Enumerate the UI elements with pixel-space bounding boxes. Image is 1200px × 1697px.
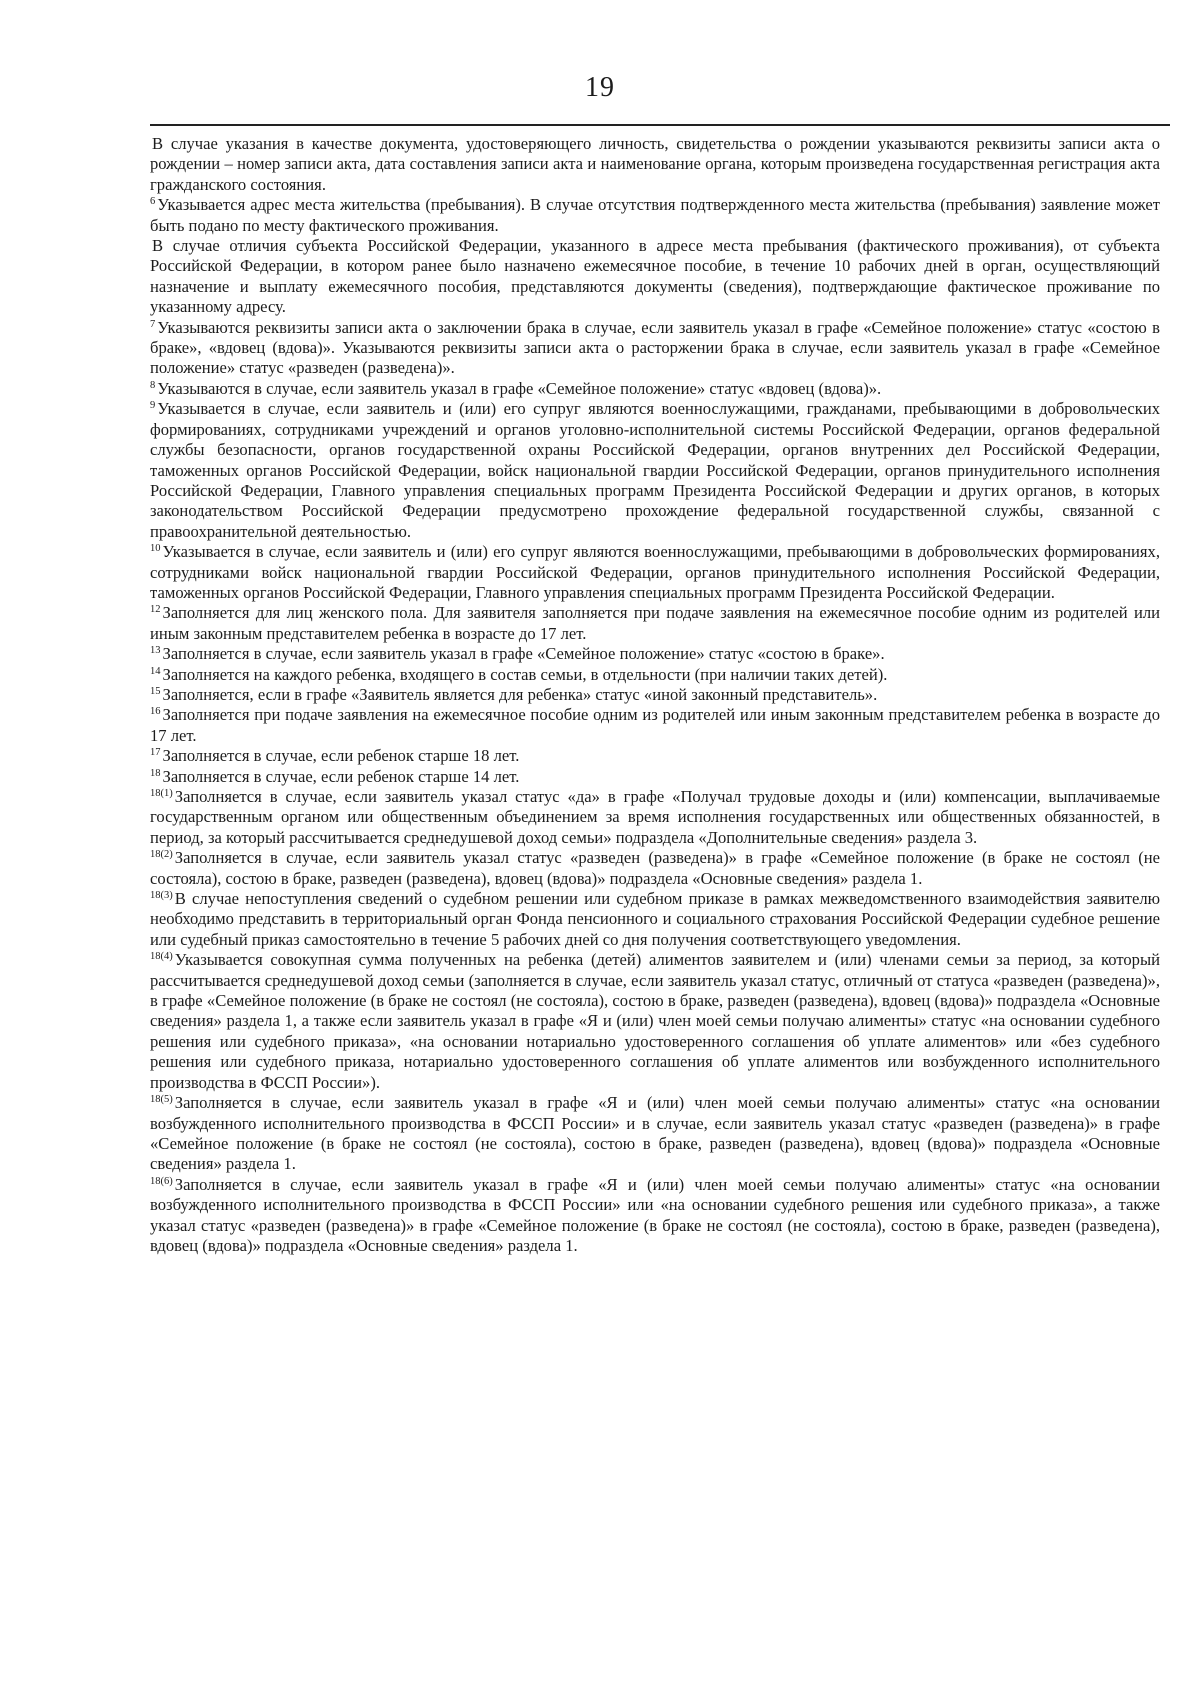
footnote: [150, 1093, 1160, 1175]
footnote-text: Заполняется в случае, если ребенок старше 18 лет.: [162, 746, 520, 766]
footnote-mark: 18(4): [150, 951, 173, 963]
footnote-mark: 18(2): [150, 849, 173, 861]
footnote: [150, 236, 1160, 318]
footnote: [150, 1175, 1160, 1257]
footnote-mark: 16: [150, 706, 161, 718]
footnote-mark: 14: [150, 665, 161, 677]
footnote-text: Указываются в случае, если заявитель указал в графе «Семейное положение» статус «вдовец (вдова)».: [157, 378, 882, 398]
footnote-mark: 7: [150, 318, 156, 330]
footnote-mark: 17: [150, 747, 161, 759]
footnote: [150, 889, 1160, 950]
footnote-text: В случае отличия субъекта Российской Федерации, указанного в адресе места пребывания (фактического проживания), от субъекта Российской Федерации, в котором ранее было назначено ежемесячное пособие, в течение 10 рабочих дней в орган, осуществляющий назначение и выплату ежемесячного пособия, представляются документы (сведения), подтверждающие фактическое проживание по указанному адресу.: [150, 236, 1160, 317]
footnote-text: Заполняется в случае, если заявитель указал в графе «Я и (или) член моей семьи получаю алименты» статус «на основании возбужденного исполнительного производства в ФССП России» и в случае, если заявитель указал статус «разведен (разведена)» в графе «Семейное положение (в браке не состоял (не состояла), состою в браке, разведен (разведена), вдовец (вдова)» подраздела «Основные сведения» раздела 1.: [150, 1093, 1160, 1174]
footnote-mark: 18(1): [150, 788, 173, 799]
footnote-mark: 18: [150, 767, 161, 779]
footnote: [150, 665, 1160, 685]
footnotes-section: [150, 134, 1160, 1256]
footnote: [150, 134, 1160, 195]
footnote: [150, 195, 1160, 236]
footnote-text: Заполняется в случае, если заявитель указал статус «да» в графе «Получал трудовые доходы и (или) компенсации, выплачиваемые государственным органом или общественным объединением за время исполнения государственных или общественных обязанностей, в период, за который рассчитывается среднедушевой доход семьи» подраздела «Дополнительные сведения» раздела 3.: [150, 787, 1160, 847]
footnote-text: Заполняется для лиц женского пола. Для заявителя заполняется при подаче заявления на ежемесячное пособие одним из родителей или иным законным представителем ребенка в возрасте до 17 лет.: [150, 603, 1160, 643]
footnote: [150, 603, 1160, 644]
page-number: 19: [585, 72, 615, 103]
footnote-text: Указывается адрес места жительства (пребывания). В случае отсутствия подтвержденного места жительства (пребывания) заявление может быть подано по месту фактического проживания.: [150, 195, 1160, 235]
footnote: [150, 685, 1160, 705]
footnote-mark: 10: [150, 543, 161, 555]
footnote: [150, 746, 1160, 766]
footnote-mark: 18(5): [150, 1094, 173, 1106]
footnote-text: В случае указания в качестве документа, удостоверяющего личность, свидетельства о рождении указываются реквизиты записи акта о рождении – номер записи акта, дата составления записи акта и наименование органа, которым произведена государственная регистрация акта гражданского состояния.: [150, 134, 1160, 194]
footnote-mark: 13: [150, 645, 161, 657]
footnote-text: Заполняется в случае, если ребенок старше 14 лет.: [162, 766, 520, 786]
footnote: [150, 644, 1160, 664]
footnote-mark: 15: [150, 685, 161, 697]
footnote-text: Заполняется в случае, если заявитель указал статус «разведен (разведена)» в графе «Семейное положение (в браке не состоял (не состояла), состою в браке, разведен (разведена), вдовец (вдова)» подраздела «Основные сведения» раздела 1.: [150, 848, 1160, 888]
header-divider: [150, 124, 1170, 126]
footnote: [150, 848, 1160, 889]
footnote-text: Заполняется в случае, если заявитель указал в графе «Я и (или) член моей семьи получаю алименты» статус «на основании возбужденного исполнительного производства в ФССП России» или «на основании судебного решения или судебного приказа», а также указал статус «разведен (разведена)» в графе «Семейное положение (в браке не состоял (не состояла), состою в браке, разведен (разведена), вдовец (вдова)» подраздела «Основные сведения» раздела 1.: [150, 1174, 1160, 1255]
footnote-mark: 12: [150, 604, 161, 616]
footnote-text: Указывается в случае, если заявитель и (или) его супруг являются военнослужащими, гражданами, пребывающими в добровольческих формированиях, сотрудниками учреждений и органов уголовно-исполнительной системы Российской Федерации, органов федеральной службы безопасности, органов государственной охраны Российской Федерации, органов внутренних дел Российской Федерации, таможенных органов Российской Федерации, войск национальной гвардии Российской Федерации, органов принудительного исполнения Российской Федерации, Главного управления специальных программ Президента Российской Федерации и других органов, в которых законодательством Российской Федерации предусмотрено прохождение федеральной государственной службы, связанной с правоохранительной деятельностью.: [150, 399, 1160, 541]
footnote: [150, 379, 1160, 399]
footnote-text: Указывается совокупная сумма полученных на ребенка (детей) алиментов заявителем и (или) членами семьи за период, за который рассчитывается среднедушевой доход семьи (заполняется в случае, если заявитель указал статус, отличный от статуса «разведен (разведена)», в графе «Семейное положение (в браке не состоял (не состояла), состою в браке, разведен (разведена), вдовец (вдова)» подраздела «Основные сведения» раздела 1, а также если заявитель указал в графе «Я и (или) член моей семьи получаю алименты» статус «на основании судебного решения или судебного приказа», «на основании нотариально удостоверенного соглашения об уплате алиментов» или «без судебного решения или судебного приказа, нотариально удостоверенного соглашения об уплате алиментов или возбужденного исполнительного производства в ФССП России»).: [150, 950, 1160, 1092]
footnote-text: В случае непоступления сведений о судебном решении или судебном приказе в рамках межведомственного взаимодействия заявителю необходимо представить в территориальный орган Фонда пенсионного и социального страхования Российской Федерации судебное решение или судебный приказ самостоятельно в течение 5 рабочих дней со дня получения соответствующего уведомления.: [150, 889, 1160, 949]
footnote: [150, 399, 1160, 542]
footnote: [150, 950, 1160, 1093]
footnote: [150, 787, 1160, 848]
footnote-text: Заполняется на каждого ребенка, входящего в состав семьи, в отдельности (при наличии таких детей).: [162, 664, 888, 684]
footnote-text: Заполняется, если в графе «Заявитель является для ребенка» статус «иной законный представитель».: [162, 684, 878, 704]
footnote-mark: 6: [150, 196, 156, 208]
footnote: [150, 767, 1160, 787]
footnote-text: Указываются реквизиты записи акта о заключении брака в случае, если заявитель указал в графе «Семейное положение» статус «состою в браке», «вдовец (вдова)». Указываются реквизиты записи акта о расторжении брака в случае, если заявитель указал в графе «Семейное положение» статус «разведен (разведена)».: [150, 317, 1160, 378]
footnote-text: Заполняется при подаче заявления на ежемесячное пособие одним из родителей или иным законным представителем ребенка в возрасте до 17 лет.: [150, 705, 1160, 745]
footnote-mark: 8: [150, 379, 156, 391]
footnote: [150, 705, 1160, 746]
footnote: [150, 318, 1160, 379]
footnote-text: Заполняется в случае, если заявитель указал в графе «Семейное положение» статус «состою в браке».: [162, 644, 885, 664]
footnote-mark: 18(3): [150, 890, 173, 902]
footnote-mark: 9: [150, 400, 156, 412]
footnote-text: Указывается в случае, если заявитель и (или) его супруг являются военнослужащими, пребывающими в добровольческих формированиях, сотрудниками войск национальной гвардии Российской Федерации, органов принудительного исполнения Российской Федерации, таможенных органов Российской Федерации, Главного управления специальных программ Президента Российской Федерации.: [150, 542, 1160, 602]
footnote-mark: 18(6): [150, 1175, 173, 1187]
footnote: [150, 542, 1160, 603]
